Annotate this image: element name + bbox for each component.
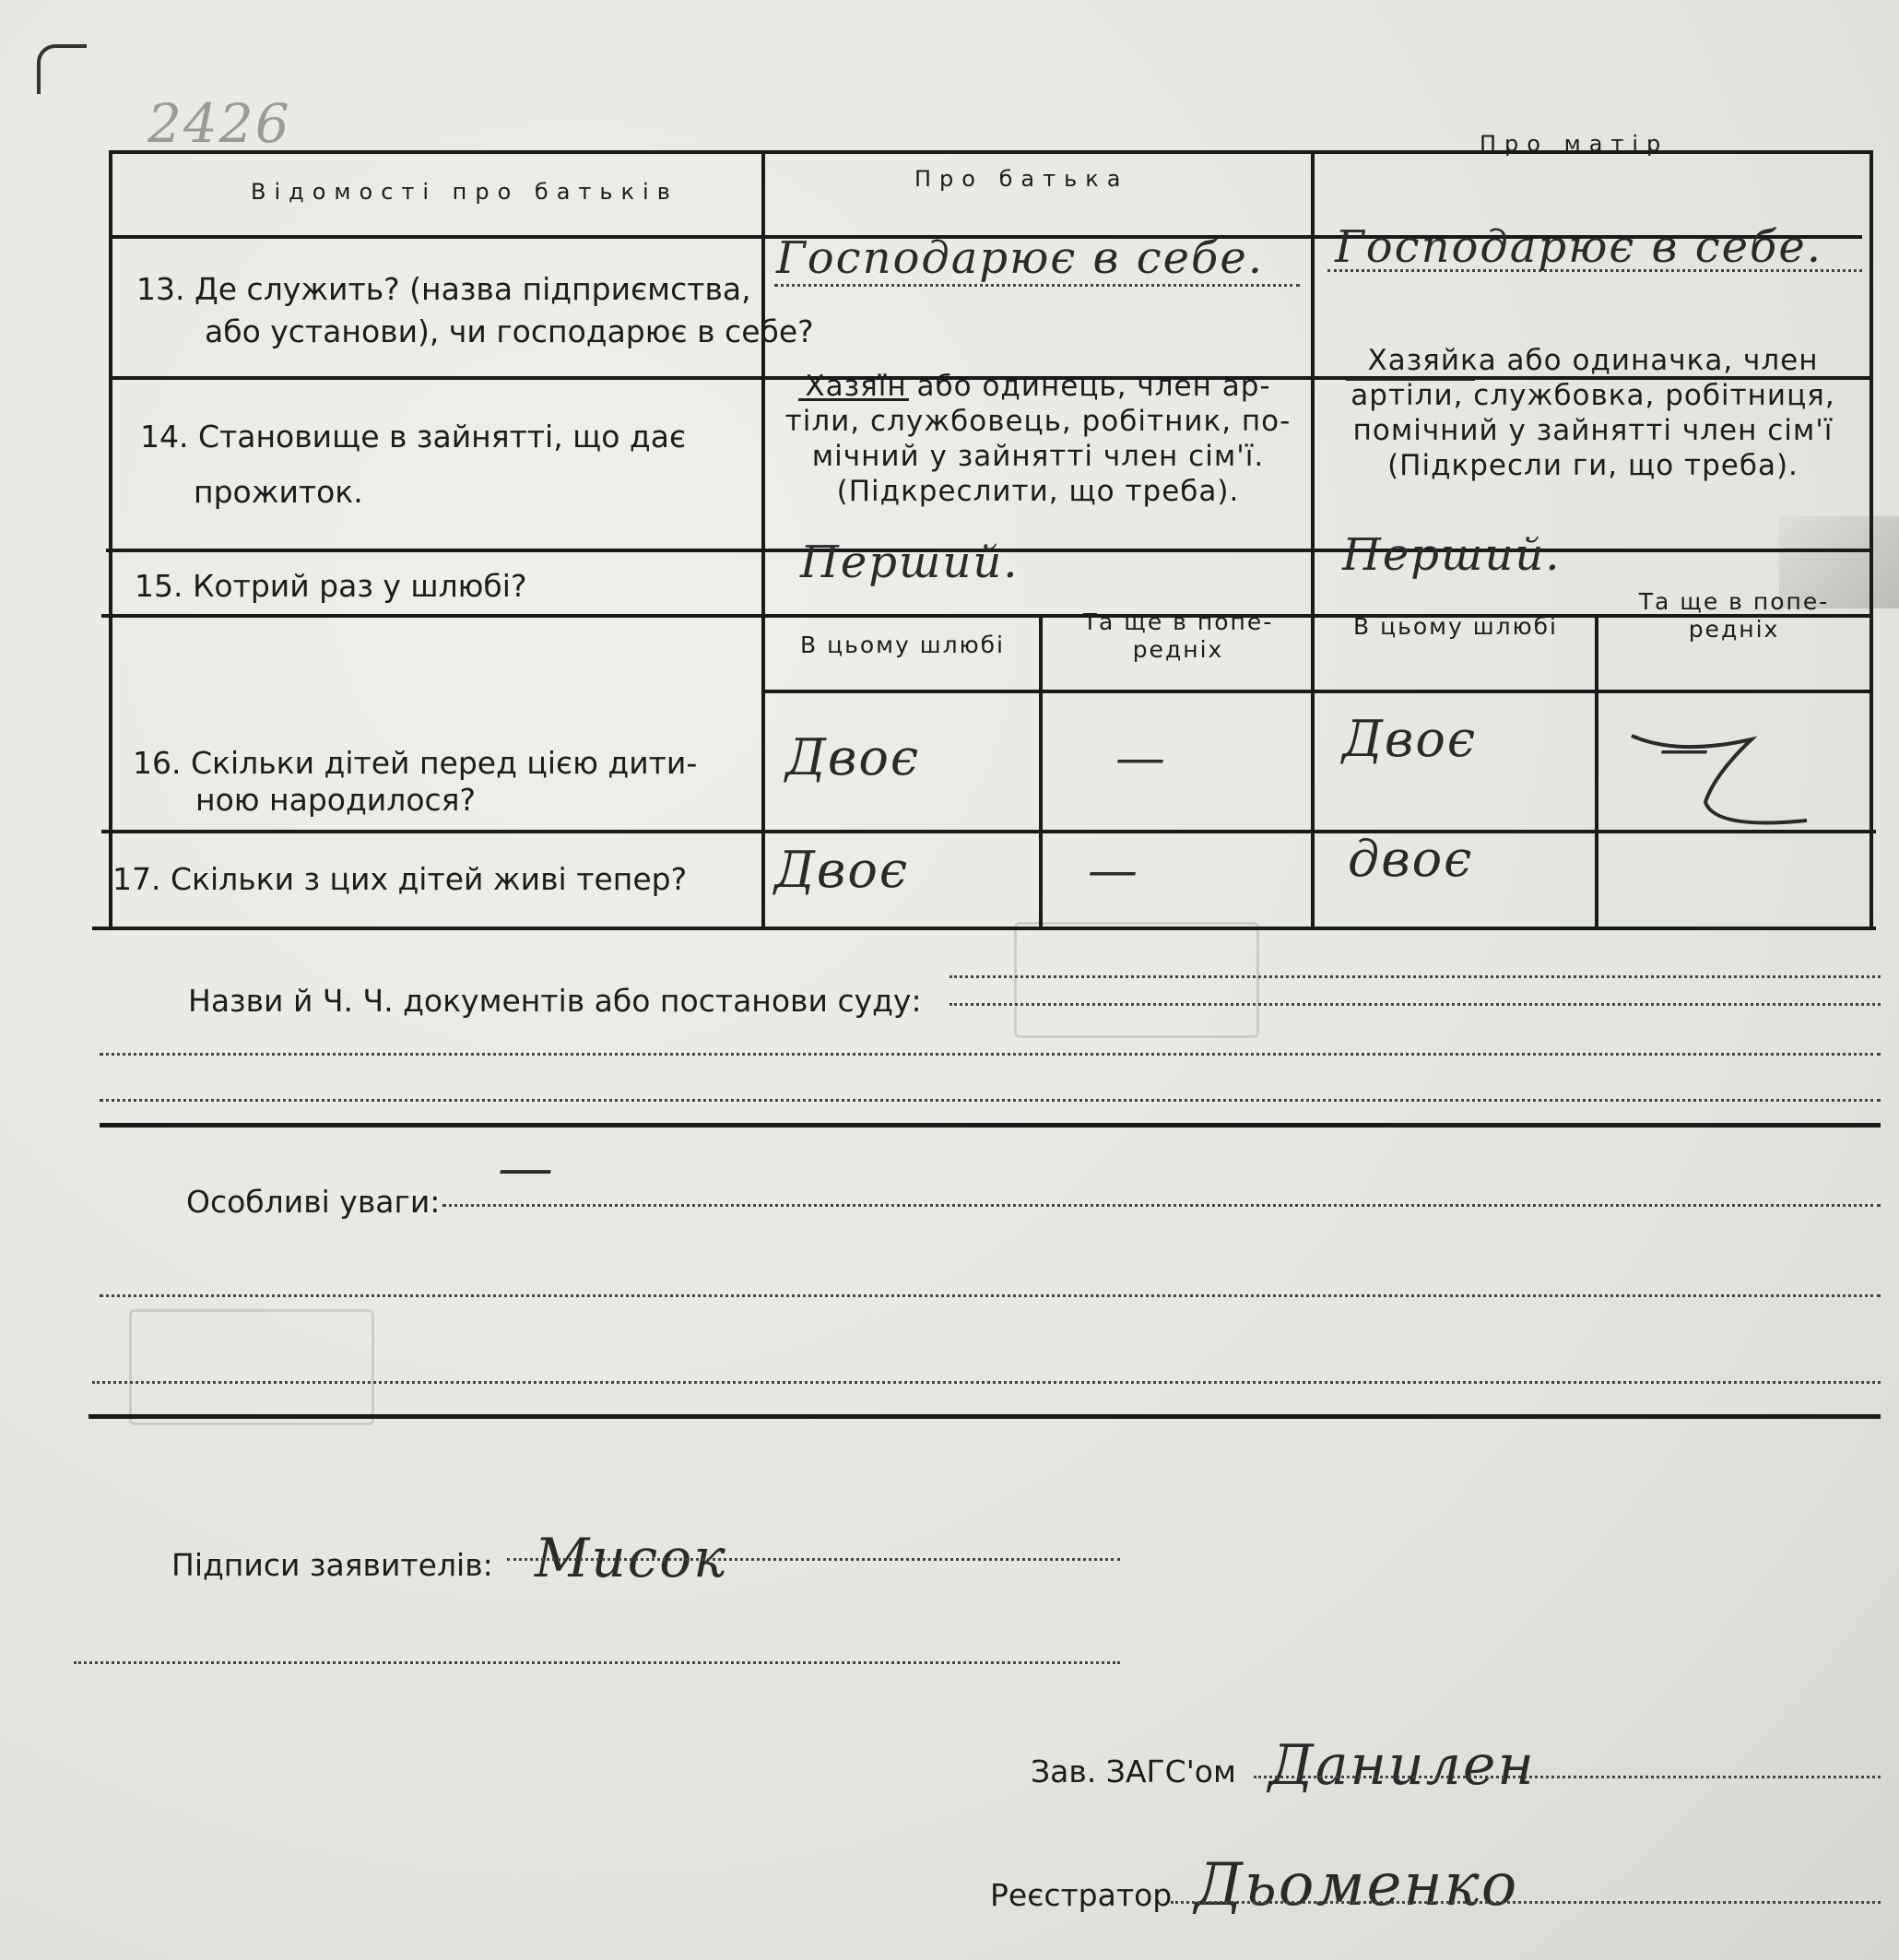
table-right-border [1870, 150, 1873, 929]
corner-mark [37, 44, 87, 94]
table-rule [765, 690, 1871, 693]
subheader-father-prev-line2: редніх [1132, 636, 1224, 663]
q17-mother-this: двоє [1348, 830, 1474, 888]
q16-father-prev: — [1115, 728, 1167, 786]
q16-line1: 16. Скільки дітей перед цією дити- [133, 745, 698, 781]
registrar-signature: Дьоменко [1195, 1851, 1519, 1919]
remarks-dotline-2 [100, 1294, 1881, 1297]
docs-dotline-3 [100, 1099, 1881, 1102]
header-father: Про батька [914, 166, 1129, 192]
subheader-father-this: В цьому шлюбі [799, 632, 1005, 658]
head-dotline [1254, 1776, 1881, 1778]
subheader-mother-prev-line1: Та ще в попе- [1638, 588, 1830, 615]
table-bottom-border [92, 927, 1876, 930]
table-divider [1595, 614, 1598, 929]
head-label: Зав. ЗАГС'ом [1031, 1753, 1236, 1789]
signatures-dotline-2 [74, 1661, 1120, 1664]
remarks-divider [88, 1414, 1881, 1419]
remarks-value: — [498, 1136, 555, 1200]
docs-dotline-2 [100, 1053, 1881, 1056]
q14-line1: 14. Становище в зайнятті, що дає [140, 419, 687, 455]
q14-mother-opt-line3: помічний у зайнятті член сім'ї [1352, 414, 1834, 447]
registrar-label: Реєстратор [990, 1877, 1173, 1913]
table-rule [101, 830, 1876, 833]
signatures-dotline-1 [507, 1558, 1120, 1561]
q13-father-answer: Господарює в себе. [776, 232, 1264, 284]
faded-stamp [129, 1309, 374, 1425]
header-mother: Про матір [1480, 131, 1669, 157]
q13-father-dotline [774, 284, 1300, 287]
signatures-label: Підписи заявителів: [171, 1547, 493, 1583]
q16-line2: ною народилося? [195, 782, 477, 818]
q15-father-answer: Перший. [800, 537, 1020, 588]
docs-dotline-1 [950, 1003, 1881, 1006]
q14-mother-opt-line4: (Підкресли ги, що треба). [1387, 449, 1799, 482]
q16-mother-this: Двоє [1342, 710, 1478, 768]
remarks-dotline-3 [92, 1381, 1881, 1384]
subheader-mother-prev-line2: редніх [1688, 616, 1780, 643]
q14-mother-underline [1346, 378, 1475, 381]
q14-father-opt-line3: мічний у зайнятті член сім'ї. [811, 440, 1265, 473]
q17-label: 17. Скільки з цих дітей живі тепер? [112, 861, 688, 897]
q15-mother-answer: Перший. [1342, 529, 1562, 581]
q14-father-opt-line1: Хазяїн або одинець, член ар- [805, 370, 1271, 403]
signatures-value: Мисок [535, 1527, 727, 1589]
q13-mother-dotline [1327, 269, 1862, 272]
table-divider [1311, 150, 1315, 929]
docs-dotline-0 [950, 975, 1881, 978]
q16-mother-prev: — [1659, 719, 1711, 777]
remarks-dotline-1 [442, 1204, 1881, 1207]
q14-mother-options [1320, 343, 1866, 483]
table-left-border [109, 150, 112, 929]
q14-line2: прожиток. [194, 474, 363, 510]
q13-mother-answer: Господарює в себе. [1335, 221, 1822, 273]
q15-label: 15. Котрий раз у шлюбі? [135, 568, 527, 604]
subheader-father-prev [1044, 608, 1313, 664]
registrar-dotline [1171, 1901, 1881, 1904]
table-divider [1039, 614, 1043, 929]
q14-mother-opt-line1: Хазяйка або одиначка, член [1367, 344, 1819, 377]
subheader-mother-this: В цьому шлюбі [1352, 613, 1558, 640]
q17-father-prev: — [1088, 841, 1139, 899]
q13-line2: або установи), чи господарює в себе? [205, 313, 814, 349]
q13-line1: 13. Де служить? (назва підприємства, [136, 271, 751, 307]
q14-mother-opt-line2: артіли, службовка, робітниця, [1351, 379, 1835, 412]
docs-label: Назви й Ч. Ч. документів або постанови суду: [188, 983, 922, 1019]
q16-mother-dash-stroke [1622, 719, 1844, 848]
subheader-father-prev-line1: Та ще в попе- [1082, 608, 1274, 635]
q14-father-options [771, 369, 1305, 509]
remarks-label: Особливі уваги: [186, 1184, 441, 1220]
q14-father-underline [798, 398, 909, 401]
q17-father-this: Двоє [774, 841, 910, 899]
header-info: Відомості про батьків [251, 179, 678, 205]
docs-divider [100, 1123, 1881, 1128]
q16-father-this: Двоє [785, 728, 921, 786]
q14-father-opt-line4: (Підкреслити, що треба). [836, 475, 1240, 508]
subheader-mother-prev [1600, 588, 1868, 643]
faded-stamp [1014, 922, 1259, 1038]
corner-note: 2426 [147, 92, 291, 155]
table-divider [761, 150, 765, 929]
head-signature: Данилен [1268, 1733, 1536, 1798]
q14-father-opt-line2: тіли, службовець, робітник, по- [784, 405, 1292, 438]
